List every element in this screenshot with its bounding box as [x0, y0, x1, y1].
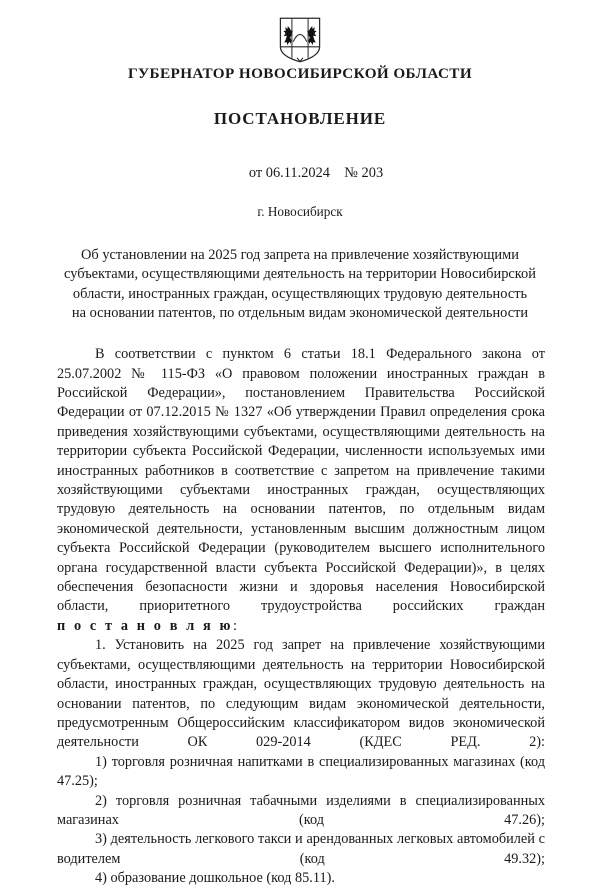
decree-verb-line	[57, 617, 545, 636]
novosibirsk-oblast-coat-of-arms-icon	[278, 17, 322, 63]
clause-1-paragraph: 1. Установить на 2025 год запрет на привлечение хозяйствующими субъектами, осуществляющими деятельность на территории Новосибирской области, иностранных граждан, осуществляющих трудовую деятельность на основании патентов, по следующим видам экономической деятельности, предусмотренным Общероссийским классификатором видов экономической деятельности ОК 029-2014 (КДЕС РЕД. 2):	[57, 637, 545, 751]
list-item: 1) торговля розничная напитками в специализированных магазинах (код 47.25);	[57, 753, 545, 790]
decree-verb: п о с т а н о в л я ю	[57, 617, 234, 634]
document-body	[0, 345, 600, 888]
date-prefix: от	[248, 165, 263, 181]
list-item: 4) образование дошкольное (код 85.11).	[95, 870, 335, 887]
organization-title: ГУБЕРНАТОР НОВОСИБИРСКОЙ ОБЛАСТИ	[127, 65, 473, 82]
preamble-paragraph: В соответствии с пунктом 6 статьи 18.1 Федерального закона от 25.07.2002 № 115-ФЗ «О правовом положении иностранных граждан в Российской Федерации», постановлением Правительства Российской Федерации от 07.12.2015 № 1327 «Об утверждении Правил определения срока приведения хозяйствующими субъектами, осуществляющими деятельность на территории субъекта Российской Федерации, численности используемых ими иностранных работников в соответствие с запретом на привлечение такими хозяйствующими субъектами иностранных граждан, осуществляющих трудовую деятельность на основании патентов, по отдельным видам экономической деятельности, установленным высшим должностным лицом субъекта Российской Федерации (руководителем высшего исполнительного органа государственной власти субъекта Российской Федерации)», в целях обеспечения безопасности жизни и здоровья населения Новосибирской области, приоритетного трудоустройства российских граждан	[57, 346, 545, 615]
document-title-line: области, иностранных граждан, осуществляющих трудовую деятельность	[72, 285, 528, 302]
number-sign: №	[344, 165, 358, 181]
city-line: г. Новосибирск	[257, 204, 343, 219]
list-item: 3) деятельность легкового такси и арендованных легковых автомобилей с водителем (код 49.32);	[57, 831, 545, 867]
document-title-block	[0, 246, 600, 323]
date-and-number-line	[0, 165, 600, 182]
document-title-line: на основании патентов, по отдельным видам экономической деятельности	[71, 304, 529, 321]
document-title-line: Об установлении на 2025 год запрета на привлечение хозяйствующими	[81, 247, 519, 263]
document-type-heading: ПОСТАНОВЛЕНИЕ	[213, 109, 387, 128]
document-date: 06.11.2024	[265, 165, 330, 181]
document-number: 203	[361, 165, 384, 181]
decree-colon: :	[233, 617, 238, 634]
coat-of-arms-container	[0, 0, 600, 52]
list-item: 2) торговля розничная табачными изделиями в специализированных магазинах (код 47.26);	[57, 792, 545, 828]
document-title-line: субъектами, осуществляющими деятельность на территории Новосибирской	[64, 266, 536, 283]
